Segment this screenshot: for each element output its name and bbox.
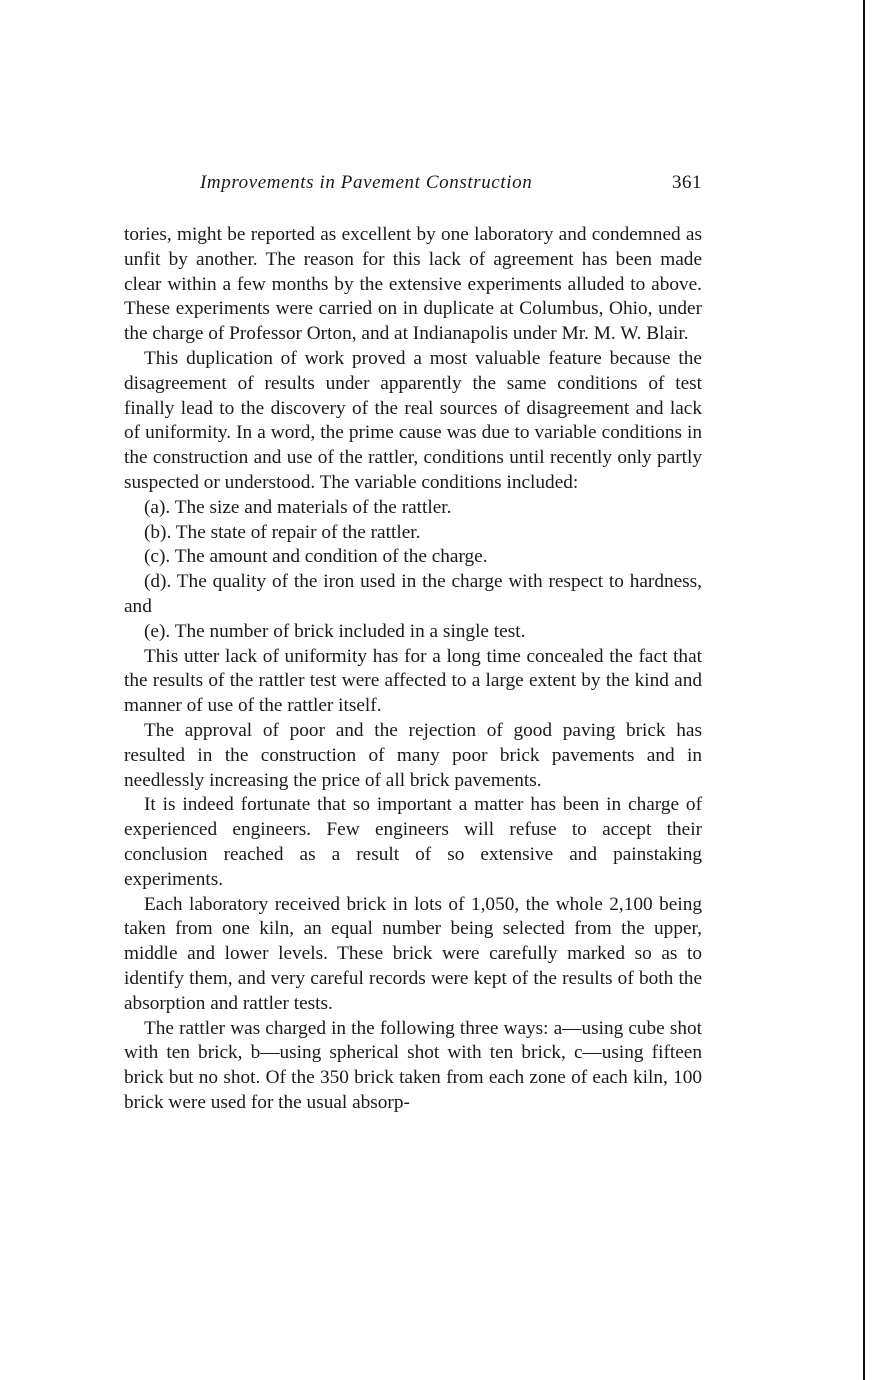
paragraph-uniformity: This utter lack of uniformity has for a long time concealed the fact that the results of the rattler test were affected to a large extent by the kind and manner of use of the rattler itself. <box>124 645 702 717</box>
paragraph-laboratory: Each laboratory received brick in lots of 1,050, the whole 2,100 being taken from one kiln, an equal number being selected from the upper, middle and lower levels. These brick were carefully marked so as to identify them, and very careful records were kept of the results of both the absorption and rattler tests. <box>124 893 702 1014</box>
paragraph-approval: The approval of poor and the rejection of good paving brick has resulted in the construction of many poor brick pavements and in needlessly increasing the price of all brick pavements. <box>124 719 702 791</box>
list-item-c: (c). The amount and condition of the charge. <box>144 546 488 568</box>
paragraph-fortunate: It is indeed fortunate that so important a matter has been in charge of experienced engineers. Few engineers will refuse to accept their conclusion reached as a result of so extensive and painstaking experiments. <box>124 794 702 890</box>
body-text <box>124 223 702 1116</box>
paragraph-duplication: This duplication of work proved a most valuable feature because the disagreement of results under apparently the same conditions of test finally lead to the discovery of the real sources of disagreement and lack of uniformity. In a word, the prime cause was due to variable conditions in the construction and use of the rattler, conditions until recently only partly suspected or understood. The variable conditions included: <box>124 347 702 493</box>
paragraph-rattler-charge: The rattler was charged in the following three ways: a—using cube shot with ten brick, b—using spherical shot with ten brick, c—using fifteen brick but no shot. Of the 350 brick taken from each zone of each kiln, 100 brick were used for the usual absorp- <box>124 1017 702 1113</box>
page-number: 361 <box>672 172 702 193</box>
running-title: Improvements in Pavement Construction <box>200 172 533 193</box>
paragraph-continuation: tories, might be reported as excellent by one laboratory and condemned as unfit by another. The reason for this lack of agreement has been made clear within a few months by the extensive experiments alluded to above. These experiments were carried on in duplicate at Columbus, Ohio, under the charge of Professor Orton, and at Indianapolis under Mr. M. W. Blair. <box>124 224 702 345</box>
list-item-a: (a). The size and materials of the rattler. <box>144 496 452 518</box>
running-header <box>124 172 702 202</box>
page-edge-border <box>863 0 865 1380</box>
list-item-d: (d). The quality of the iron used in the charge with respect to hardness, and <box>124 571 702 617</box>
list-item-e: (e). The number of brick included in a single test. <box>144 620 526 642</box>
list-item-b: (b). The state of repair of the rattler. <box>144 521 421 543</box>
